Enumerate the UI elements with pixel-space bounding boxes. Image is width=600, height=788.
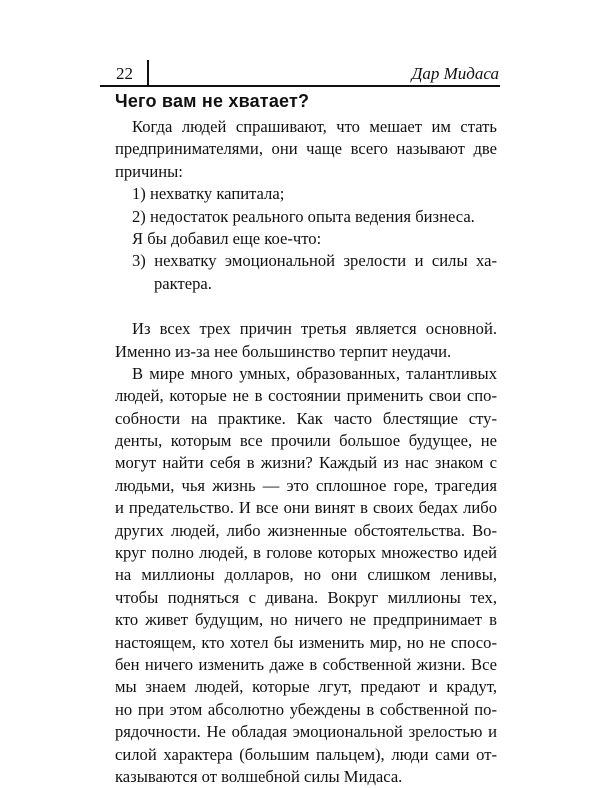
list-item: 2) недостаток реального опыта ведения бизнеса. (132, 206, 475, 226)
paragraph-line: настоящем, кто хотел бы изменить мир, но не спосо- (115, 632, 497, 652)
paragraph-line: денты, которым все прочили большое будущее, не (115, 431, 497, 451)
paragraph-line: людьми, чья жизнь — это сплошное горе, трагедия (115, 475, 497, 495)
page-header (100, 50, 500, 86)
paragraph-line: других людей, либо жизненные обстоятельства. Во- (115, 520, 497, 540)
paragraph-gap (115, 295, 497, 318)
header-vertical-divider (147, 60, 149, 86)
paragraph-line: Я бы добавил еще кое-что: (132, 228, 322, 248)
paragraph-line: чтобы подняться с дивана. Вокруг миллионы тех, (115, 587, 497, 607)
body-text (115, 116, 497, 788)
paragraph-line: предпринимателями, они чаще всего называют две (115, 139, 497, 159)
paragraph-line: рядочности. Не обладая эмоциональной зрелостью и (115, 722, 497, 742)
paragraph-line: но при этом абсолютно убеждены в собственной по- (115, 699, 497, 719)
header-rule (100, 85, 500, 87)
paragraph-line: причины: (115, 161, 183, 181)
paragraph-line: бен ничего изменить даже в собственной жизни. Все (115, 654, 497, 674)
paragraph-line: на миллионы долларов, но они слишком ленивы, (115, 565, 497, 585)
paragraph-line: собности на практике. Как часто блестящие сту- (115, 408, 497, 428)
paragraph-line: Когда людей спрашивают, что мешает им стать (132, 117, 497, 136)
paragraph-line: казываются от волшебной силы Мидаса. (115, 766, 403, 786)
list-item: 3) нехватку эмоциональной зрелости и силы ха- (132, 251, 497, 271)
section-heading: Чего вам не хватает? (115, 91, 310, 111)
paragraph-line: силой характера (большим пальцем), люди сами от- (115, 744, 497, 764)
paragraph-line: Именно из-за нее большинство терпит неудачи. (115, 341, 452, 361)
paragraph-line: Из всех трех причин третья является основной. (132, 319, 497, 339)
paragraph-line: могут найти себя в жизни? Каждый из нас знаком с (115, 453, 497, 473)
paragraph-line: круг полно людей, в голове которых множество идей (115, 543, 497, 563)
list-item-continuation: рактера. (154, 273, 212, 293)
paragraph-line: и предательство. И все они винят в своих бедах либо (115, 498, 497, 518)
paragraph-line: кто живет будущим, но ничего не предпринимает в (115, 610, 497, 630)
paragraph-line: В мире много умных, образованных, талантливых (132, 363, 497, 383)
page-number: 22 (116, 64, 133, 83)
running-title: Дар Мидаса (411, 64, 499, 83)
list-item: 1) нехватку капитала; (132, 184, 285, 204)
paragraph-line: людей, которые не в состоянии применить свои спо- (115, 386, 497, 406)
paragraph-line: мы знаем людей, которые лгут, предают и крадут, (115, 677, 497, 697)
